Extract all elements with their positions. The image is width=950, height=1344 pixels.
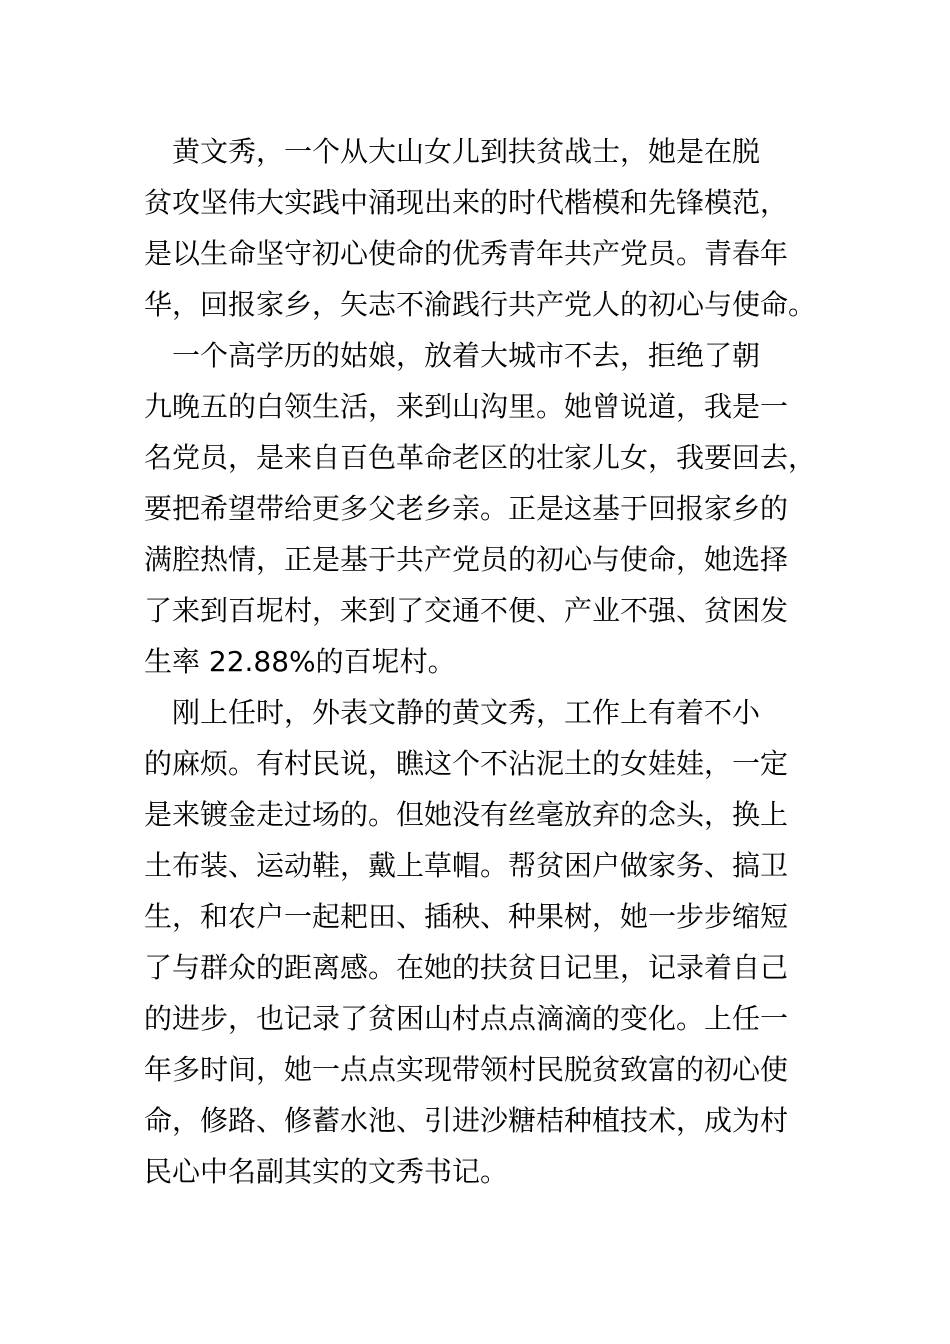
text-line: 是来镀金走过场的。但她没有丝毫放弃的念头，换上 bbox=[144, 798, 789, 831]
text-line: 要把希望带给更多父老乡亲。正是这基于回报家乡的 bbox=[144, 492, 789, 525]
text-line: 生，和农户一起耙田、插秧、种果树，她一步步缩短 bbox=[144, 900, 789, 933]
text-line: 民心中名副其实的文秀书记。 bbox=[144, 1155, 509, 1188]
text-line: 名党员，是来自百色革命老区的壮家儿女，我要回去， bbox=[144, 441, 817, 474]
paragraph-1 bbox=[144, 126, 816, 330]
text-line: 生率 22.88%的百坭村。 bbox=[144, 645, 456, 678]
text-line: 了来到百坭村，来到了交通不便、产业不强、贫困发 bbox=[144, 594, 789, 627]
text-line: 一个高学历的姑娘，放着大城市不去，拒绝了朝 bbox=[144, 339, 761, 372]
text-line: 九晚五的白领生活，来到山沟里。她曾说道，我是一 bbox=[144, 390, 789, 423]
text-line: 年多时间，她一点点实现带领村民脱贫致富的初心使 bbox=[144, 1053, 789, 1086]
text-line: 的麻烦。有村民说，瞧这个不沾泥土的女娃娃，一定 bbox=[144, 747, 789, 780]
text-line: 是以生命坚守初心使命的优秀青年共产党员。青春年 bbox=[144, 237, 789, 270]
text-line: 了与群众的距离感。在她的扶贫日记里，记录着自己 bbox=[144, 951, 789, 984]
text-line: 的进步，也记录了贫困山村点点滴滴的变化。上任一 bbox=[144, 1002, 789, 1035]
text-line: 命，修路、修蓄水池、引进沙糖桔种植技术，成为村 bbox=[144, 1104, 789, 1137]
text-line: 贫攻坚伟大实践中涌现出来的时代楷模和先锋模范， bbox=[144, 186, 789, 219]
text-line: 黄文秀，一个从大山女儿到扶贫战士，她是在脱 bbox=[144, 135, 761, 168]
text-line: 土布装、运动鞋，戴上草帽。帮贫困户做家务、搞卫 bbox=[144, 849, 789, 882]
text-line: 华，回报家乡，矢志不渝践行共产党人的初心与使命。 bbox=[144, 288, 817, 321]
text-line: 刚上任时，外表文静的黄文秀，工作上有着不小 bbox=[144, 696, 761, 729]
paragraph-2 bbox=[144, 330, 816, 687]
text-line: 满腔热情，正是基于共产党员的初心与使命，她选择 bbox=[144, 543, 789, 576]
paragraph-3 bbox=[144, 687, 816, 1197]
article-body bbox=[144, 126, 816, 1197]
